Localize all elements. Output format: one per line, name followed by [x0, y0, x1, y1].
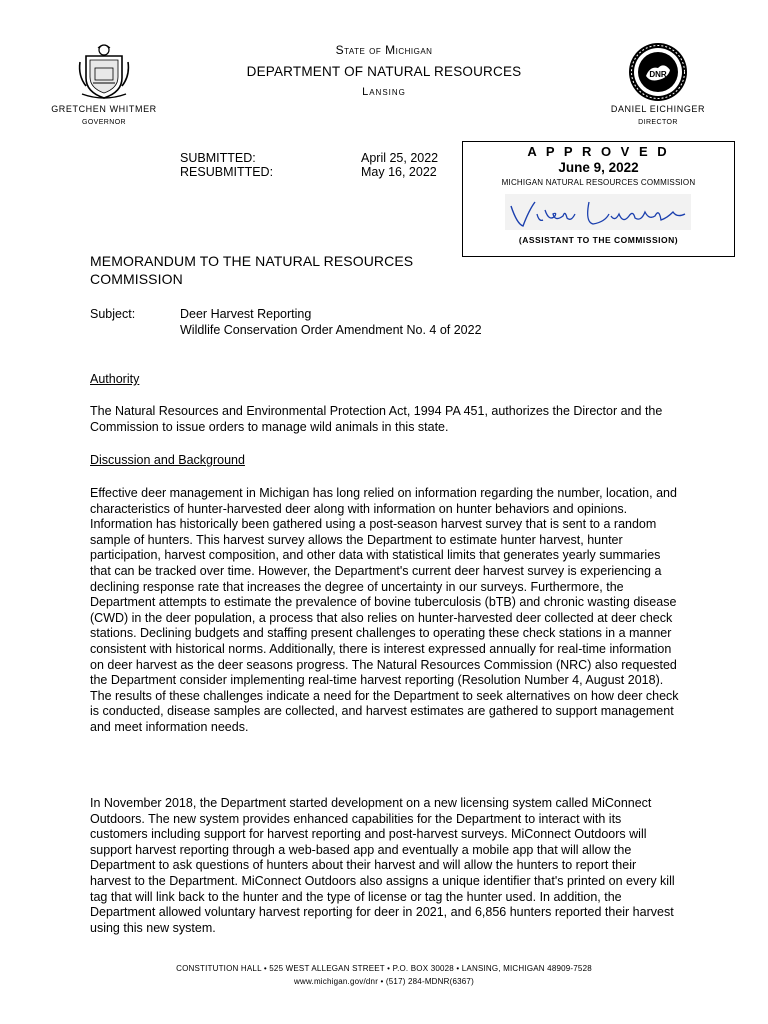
memo-title: MEMORANDUM TO THE NATURAL RESOURCES COMMISSION — [90, 253, 414, 287]
state-name: State of Michigan — [335, 43, 433, 57]
resubmitted-date: May 16, 2022 — [361, 165, 437, 179]
director-name: DANIEL EICHINGER — [610, 104, 706, 114]
signature-image — [505, 192, 691, 232]
discussion-paragraph-2: In November 2018, the Department started development on a new licensing system called MiConnect Outdoors. The new system provides enhanced capabilities for the Department to interact with its customers including support for harvest reporting and post-harvest surveys. MiConnect Outdoors will support harvest reporting through a web-based app and eventually a mobile app that will allow the Department to ask questions of hunters about their harvest and will allow the hunters to report their harvest to the Department. MiConnect Outdoors also assigns a unique identifier that's printed on every kill tag that will link back to the hunter and the type of license or tag the hunter used. In addition, the Department allowed voluntary harvest reporting for deer in 2021, and 6,856 hunters reported their harvest using this new system. — [90, 796, 675, 935]
approval-title: A P P R O V E D — [527, 144, 670, 159]
director-title: DIRECTOR — [638, 119, 678, 126]
department-name: DEPARTMENT OF NATURAL RESOURCES — [246, 64, 522, 79]
authority-paragraph: The Natural Resources and Environmental Protection Act, 1994 PA 451, authorizes the Director and the Commission to issue orders to manage wild animals in this state. — [90, 404, 663, 434]
submitted-label: SUBMITTED: — [180, 151, 256, 165]
approval-role: (ASSISTANT TO THE COMMISSION) — [518, 235, 679, 245]
discussion-paragraph-1: Effective deer management in Michigan has long relied on information regarding the number, location, and characteristics of hunter-harvested deer along with information on hunter behaviors and opinions. Information has historically been gathered using a post-season harvest survey that is sent to a random sample of hunters. This harvest survey allows the Department to estimate hunter harvest, hunter participation, harvest composition, and other data with statistical limits that generates yearly summaries that can be tracked over time. However, the Department's current deer harvest survey is experiencing a declining response rate that increases the degree of uncertainty in our surveys. Furthermore, the Department attempts to estimate the prevalence of bovine tuberculosis (bTB) and chronic wasting disease (CWD) in the deer population, a process that also relies on hunter-harvested deer collected at deer check stations. Declining budgets and staffing present challenges to operating these check stations in a manner consistent with historical norms. Additionally, there is interest expressed annually for real-time information on deer harvest as the deer seasons progress. The Natural Resources Commission (NRC) also requested the Department consider implementing real-time harvest reporting (Resolution Number 4, August 2018). The results of these challenges indicate a need for the Department to seek alternatives on how deer check is conducted, disease samples are collected, and harvest estimates are gathered to support management and meet information needs. — [90, 486, 679, 734]
discussion-heading: Discussion and Background — [90, 453, 245, 467]
governor-title: GOVERNOR — [81, 119, 127, 126]
dnr-seal-icon — [628, 42, 688, 102]
subject-label: Subject: — [90, 307, 136, 321]
subject-line-2: Wildlife Conservation Order Amendment No. 4 of 2022 — [180, 323, 482, 337]
authority-heading: Authority — [90, 372, 140, 386]
governor-name: GRETCHEN WHITMER — [51, 104, 157, 114]
approval-organization: MICHIGAN NATURAL RESOURCES COMMISSION — [501, 178, 696, 187]
footer-contact: www.michigan.gov/dnr • (517) 284-MDNR(6367) — [294, 977, 474, 986]
svg-text:DNR: DNR — [649, 70, 667, 79]
approval-date: June 9, 2022 — [558, 160, 639, 175]
footer-address: CONSTITUTION HALL • 525 WEST ALLEGAN STREET • P.O. BOX 30028 • LANSING, MICHIGAN 48909-7528 — [176, 964, 592, 973]
city-name: Lansing — [362, 86, 406, 98]
submitted-date: April 25, 2022 — [361, 151, 439, 165]
subject-line-1: Deer Harvest Reporting — [180, 307, 312, 321]
resubmitted-label: RESUBMITTED: — [180, 165, 274, 179]
